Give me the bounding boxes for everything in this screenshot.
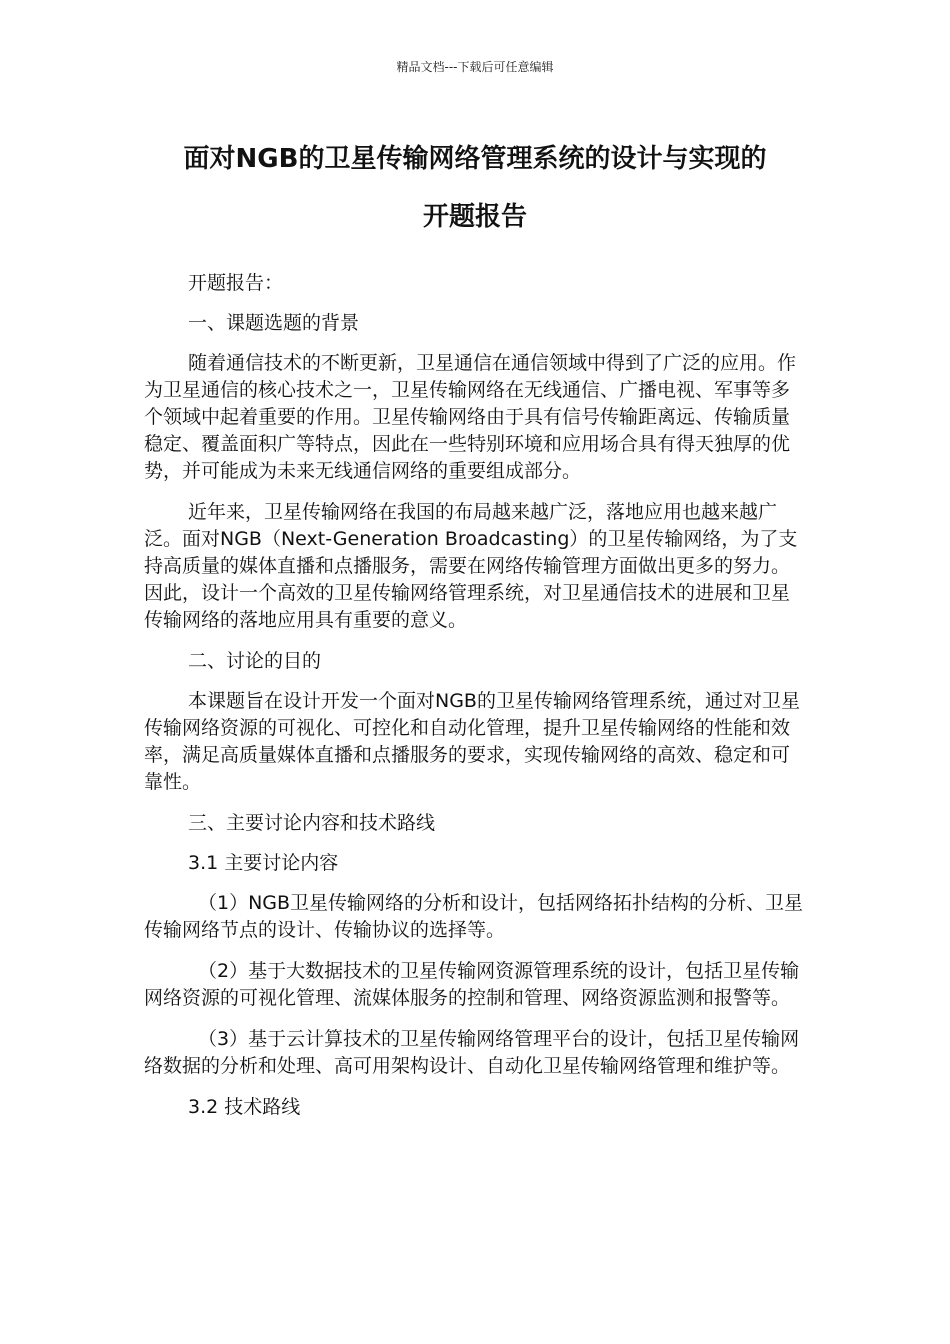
title-line-2: 开题报告 [422, 202, 527, 232]
section-2-paragraph-1: 本课题旨在设计开发一个面对NGB的卫星传输网络管理系统，通过对卫星传输网络资源的可视化、可控化和自动化管理，提升卫星传输网络的性能和效率，满足高质量媒体直播和点播服务的要求，实现传输网络的高效、稳定和可靠性。 [144, 690, 800, 793]
header-note: 精品文档---下载后可任意编辑 [396, 60, 554, 74]
section-1-heading: 一、课题选题的背景 [188, 312, 360, 334]
subsection-3-2-heading: 3.2 技术路线 [188, 1096, 301, 1118]
list-item-1: （1）NGB卫星传输网络的分析和设计，包括网络拓扑结构的分析、卫星传输网络节点的设计、传输协议的选择等。 [144, 892, 804, 941]
document-body [144, 270, 806, 1134]
document-title [110, 130, 840, 246]
report-label: 开题报告： [188, 272, 284, 294]
section-1-paragraph-2: 近年来，卫星传输网络在我国的布局越来越广泛，落地应用也越来越广泛。面对NGB（Next-Generation Broadcasting）的卫星传输网络，为了支持高质量的媒体直播和点播服务，需要在网络传输管理方面做出更多的努力。因此，设计一个高效的卫星传输网络管理系统，对卫星通信技术的进展和卫星传输网络的落地应用具有重要的意义。 [144, 501, 798, 631]
section-2-heading: 二、讨论的目的 [188, 650, 322, 672]
section-1-paragraph-1: 随着通信技术的不断更新，卫星通信在通信领域中得到了广泛的应用。作为卫星通信的核心技术之一，卫星传输网络在无线通信、广播电视、军事等多个领域中起着重要的作用。卫星传输网络由于具有信号传输距离远、传输质量稳定、覆盖面积广等特点，因此在一些特别环境和应用场合具有得天独厚的优势，并可能成为未来无线通信网络的重要组成部分。 [144, 352, 797, 482]
list-item-2: （2）基于大数据技术的卫星传输网资源管理系统的设计，包括卫星传输网络资源的可视化管理、流媒体服务的控制和管理、网络资源监测和报警等。 [144, 960, 800, 1009]
list-item-3: （3）基于云计算技术的卫星传输网络管理平台的设计，包括卫星传输网络数据的分析和处理、高可用架构设计、自动化卫星传输网络管理和维护等。 [144, 1028, 800, 1077]
section-3-heading: 三、主要讨论内容和技术路线 [188, 812, 436, 834]
subsection-3-1-heading: 3.1 主要讨论内容 [188, 852, 339, 874]
title-line-1: 面对NGB的卫星传输网络管理系统的设计与实现的 [183, 144, 767, 174]
